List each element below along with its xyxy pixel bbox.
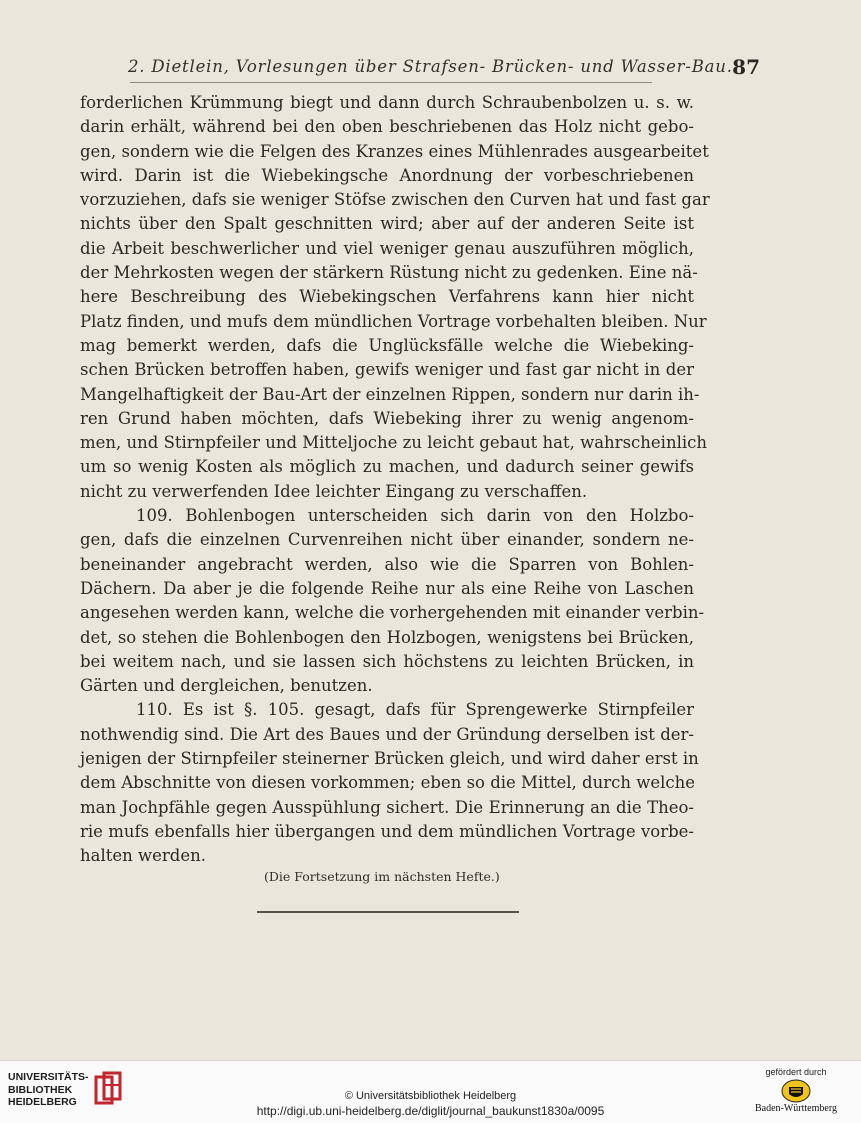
text-line: angesehen werden kann, welche die vorhergehenden mit einander verbin- — [80, 603, 705, 623]
text-line: here Beschreibung des Wiebekingschen Verfahrens kann hier nicht — [80, 287, 694, 307]
text-line: rie mufs ebenfalls hier übergangen und dem mündlichen Vortrage vorbe- — [80, 821, 694, 841]
text-line: nicht zu verwerfenden Idee leichter Eingang zu verschaffen. — [80, 481, 588, 501]
text-line: schen Brücken betroffen haben, gewifs weniger und fast gar nicht in der — [80, 360, 694, 380]
text-line: men, und Stirnpfeiler und Mitteljoche zu leicht gebaut hat, wahrscheinlich — [80, 433, 707, 453]
text-line: vorzuziehen, dafs sie weniger Stöfse zwischen den Curven hat und fast gar — [80, 190, 710, 210]
text-line: man Jochpfähle gegen Ausspühlung sichert. Die Erinnerung an die Theo- — [80, 797, 694, 817]
text-line: mag bemerkt werden, dafs die Unglücksfälle welche die Wiebeking- — [80, 335, 694, 355]
text-line: nothwendig sind. Die Art des Baues und der Gründung derselben ist der- — [80, 724, 694, 744]
permalink-url[interactable]: http://digi.ub.uni-heidelberg.de/diglit/journal_baukunst1830a/0095 — [256, 1104, 605, 1118]
text-line: darin erhält, während bei den oben beschriebenen das Holz nicht gebo- — [80, 117, 694, 137]
text-line: jenigen der Stirnpfeiler steinerner Brücken gleich, und wird daher erst in — [80, 749, 699, 769]
text-line: beneinander angebracht werden, also wie die Sparren von Bohlen- — [80, 554, 694, 574]
paragraph-109-start: 109. Bohlenbogen unterscheiden sich darin von den Holzbo- — [136, 506, 694, 526]
header-rule — [130, 82, 652, 83]
funder-name: Baden-Württemberg — [754, 1103, 837, 1114]
text-line: Platz finden, und mufs dem mündlichen Vortrage vorbehalten bleiben. Nur — [80, 311, 707, 331]
text-line: nichts über den Spalt geschnitten wird; aber auf der anderen Seite ist — [80, 214, 694, 234]
running-title: 2. Dietlein, Vorlesungen über Strafsen- Brücken- und Wasser-Bau. — [128, 57, 733, 76]
coat-of-arms-icon — [781, 1079, 811, 1103]
running-head — [60, 55, 760, 85]
text-line: gen, dafs die einzelnen Curvenreihen nicht über einander, sondern ne- — [80, 530, 694, 550]
text-line: Gärten und dergleichen, benutzen. — [80, 676, 373, 696]
text-line: um so wenig Kosten als möglich zu machen, und dadurch seiner gewifs — [80, 457, 694, 477]
text-line: ren Grund haben möchten, dafs Wiebeking ihrer zu wenig angenom- — [80, 408, 694, 428]
text-line: det, so stehen die Bohlenbogen den Holzbogen, wenigstens bei Brücken, — [80, 627, 694, 647]
viewer-footer — [0, 1060, 861, 1123]
text-line: Mangelhaftigkeit der Bau-Art der einzelnen Rippen, sondern nur darin ih- — [80, 384, 700, 404]
end-rule — [257, 911, 519, 913]
text-line: Dächern. Da aber je die folgende Reihe nur als eine Reihe von Laschen — [80, 578, 694, 598]
text-line: die Arbeit beschwerlicher und viel weniger genau auszuführen möglich, — [80, 238, 694, 258]
text-line: gen, sondern wie die Felgen des Kranzes eines Mühlenrades ausgearbeitet — [80, 141, 709, 161]
library-name: UNIVERSITÄTS- BIBLIOTHEK HEIDELBERG — [8, 1071, 89, 1108]
body-text — [80, 91, 710, 869]
text-line: bei weitem nach, und sie lassen sich höchstens zu leichten Brücken, in — [80, 651, 694, 671]
text-line: halten werden. — [80, 846, 206, 866]
text-line: der Mehrkosten wegen der stärkern Rüstung nicht zu gedenken. Eine nä- — [80, 263, 698, 283]
page-number: 87 — [732, 55, 760, 79]
paragraph-110-start: 110. Es ist §. 105. gesagt, dafs für Sprengewerke Stirnpfeiler — [136, 700, 694, 720]
text-line: forderlichen Krümmung biegt und dann durch Schraubenbolzen u. s. w. — [80, 93, 694, 112]
funded-by-label: gefördert durch — [765, 1067, 827, 1077]
continuation-note: (Die Fortsetzung im nächsten Hefte.) — [264, 869, 500, 884]
text-line: dem Abschnitte von diesen vorkommen; eben so die Mittel, durch welche — [80, 773, 696, 793]
text-line: wird. Darin ist die Wiebekingsche Anordnung der vorbeschriebenen — [80, 165, 694, 185]
funder-logo[interactable] — [741, 1067, 851, 1121]
copyright-text: © Universitätsbibliothek Heidelberg — [344, 1090, 517, 1102]
